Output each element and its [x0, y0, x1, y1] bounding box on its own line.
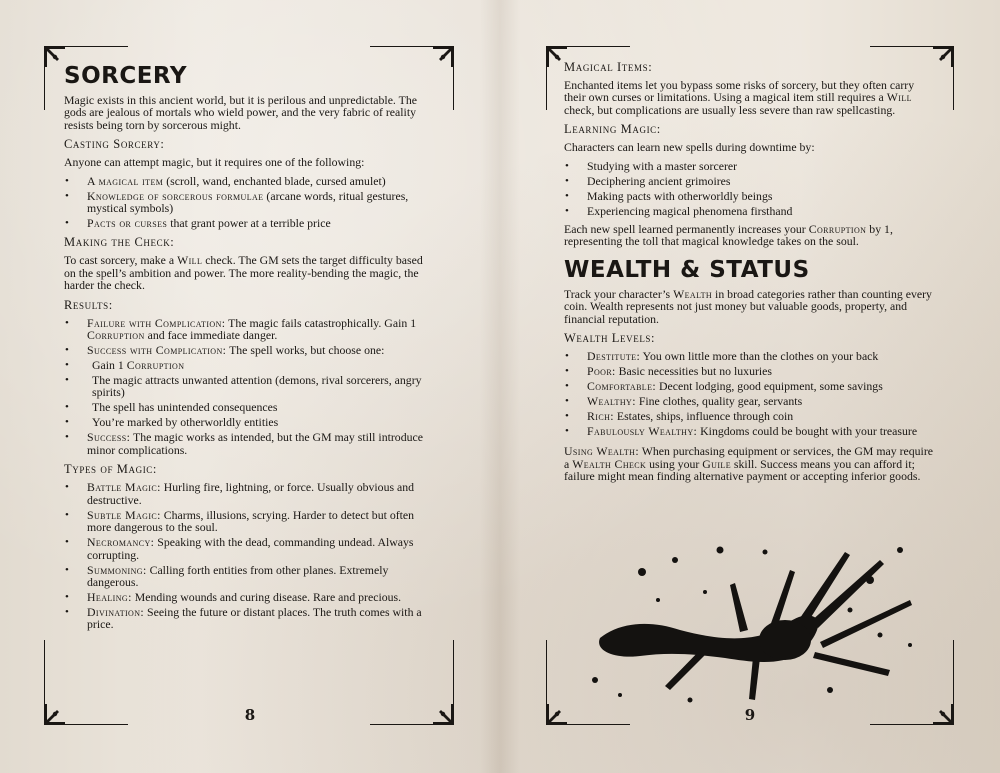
list-item: • Battle Magic: Hurling fire, lightning, or force. Usually obvious and destructive. [64, 481, 436, 506]
list-item: • The spell has unintended consequences [64, 401, 436, 413]
corner-ornament-icon [44, 703, 66, 725]
wealth-levels-list [564, 350, 938, 437]
check-text: To cast sorcery, make a Will check. The GM sets the target difficulty based on the spell’s ambition and power. The more reality-bending the magic, the harder the check. [64, 253, 423, 293]
types-list [64, 481, 436, 630]
list-item: • Rich: Estates, ships, influence through coin [564, 410, 938, 422]
list-item: • Pacts or curses that grant power at a terrible price [64, 217, 436, 229]
list-item: • Destitute: You own little more than the clothes on your back [564, 350, 938, 362]
learning-list [564, 160, 938, 217]
list-item: • Knowledge of sorcerous formulae (arcane words, ritual gestures, mystical symbols) [64, 190, 436, 215]
list-item: • Necromancy: Speaking with the dead, commanding undead. Always corrupting. [64, 536, 436, 561]
list-item: • Deciphering ancient grimoires [564, 175, 938, 187]
right-content [564, 60, 938, 489]
learning-after-text: Each new spell learned permanently increases your Corruption by 1, representing the toll that magical knowledge takes on the soul. [564, 222, 893, 249]
corner-ornament-icon [546, 703, 568, 725]
results-heading: Results: [64, 297, 113, 312]
check-heading: Making the Check: [64, 235, 175, 250]
sorcery-intro: Magic exists in this ancient world, but it is perilous and unpredictable. The gods are jealous of mortals who wield power, and the very fabric of reality resists being torn by sorcerous might. [64, 93, 417, 132]
ink-splatter-icon [580, 530, 930, 710]
list-item: • Subtle Magic: Charms, illusions, scrying. Harder to detect but often more dangerous to the soul. [64, 509, 436, 534]
casting-heading: Casting Sorcery: [64, 137, 165, 152]
page-number: 8 [244, 706, 256, 724]
list-item: • Gain 1 Corruption [64, 359, 436, 371]
list-item: • Poor: Basic necessities but no luxuries [564, 365, 938, 377]
types-heading: Types of Magic: [64, 462, 157, 477]
casting-list [64, 175, 436, 230]
list-item: • Comfortable: Decent lodging, good equipment, some savings [564, 380, 938, 392]
learning-text: Characters can learn new spells during downtime by: [564, 140, 815, 155]
learning-heading: Learning Magic: [564, 122, 661, 137]
chapter-title-sorcery: SORCERY [64, 63, 188, 89]
page-number: 9 [744, 706, 756, 724]
left-content [64, 56, 436, 637]
list-item: • Fabulously Wealthy: Kingdoms could be bought with your treasure [564, 425, 938, 437]
list-item: • Success: The magic works as intended, but the GM may still introduce minor complications. [64, 431, 436, 456]
list-item: • Summoning: Calling forth entities from other planes. Extremely dangerous. [64, 564, 436, 589]
results-list [64, 317, 436, 457]
list-item: • A magical item (scroll, wand, enchanted blade, cursed amulet) [64, 175, 436, 187]
corner-ornament-icon [932, 703, 954, 725]
corner-ornament-icon [432, 703, 454, 725]
list-item: • Divination: Seeing the future or distant places. The truth comes with a price. [64, 606, 436, 631]
list-item: • Making pacts with otherworldly beings [564, 190, 938, 202]
list-item: • The magic attracts unwanted attention (demons, rival sorcerers, angry spirits) [64, 374, 436, 399]
using-wealth-text: Using Wealth: When purchasing equipment or services, the GM may require a Wealth Check using your Guile skill. Success means you can afford it; failure might mean finding alternative payment or accepting inferior goods. [564, 444, 933, 484]
wealth-levels-heading: Wealth Levels: [564, 331, 656, 346]
list-item: • Success with Complication: The spell works, but choose one: [64, 344, 436, 356]
list-item: • Experiencing magical phenomena firsthand [564, 205, 938, 217]
magical-items-text: Enchanted items let you bypass some risks of sorcery, but they often carry their own curses or limitations. Using a magical item still requires a Will check, but complications are usually less severe than raw spellcasting. [564, 78, 915, 117]
magical-items-heading: Magical Items: [564, 60, 653, 74]
list-item: • Healing: Mending wounds and curing disease. Rare and precious. [64, 591, 436, 603]
casting-text: Anyone can attempt magic, but it requires one of the following: [64, 155, 365, 170]
wealth-intro: Track your character’s Wealth in broad categories rather than counting every coin. Wealth represents not just money but valuable goods, property, and financial reputation. [564, 286, 932, 326]
list-item: • Studying with a master sorcerer [564, 160, 938, 172]
list-item: • Failure with Complication: The magic fails catastrophically. Gain 1 Corruption and face immediate danger. [64, 317, 436, 342]
corner-ornament-icon [44, 46, 66, 68]
list-item: • You’re marked by otherworldly entities [64, 416, 436, 428]
chapter-title-wealth: WEALTH & STATUS [564, 256, 810, 283]
list-item: • Wealthy: Fine clothes, quality gear, servants [564, 395, 938, 407]
